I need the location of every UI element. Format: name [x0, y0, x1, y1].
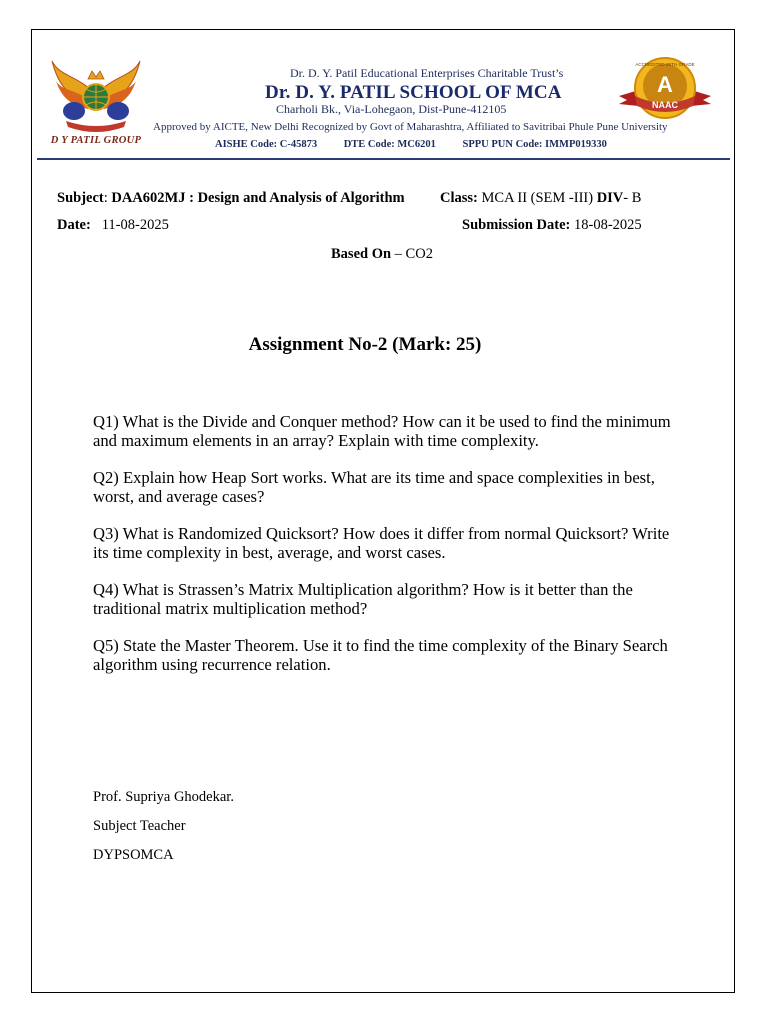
div-label: DIV: [596, 190, 624, 206]
question-list: [93, 412, 683, 692]
naac-ring-text: ACCREDITED WITH GRADE: [635, 62, 695, 67]
school-address: Charholi Bk., Via-Lohegaon, Dist-Pune-412105: [276, 102, 507, 116]
based-value: – CO2: [394, 246, 433, 262]
naac-badge: [617, 54, 713, 126]
naac-label: NAAC: [652, 100, 678, 110]
aishe-code: AISHE Code: C-45873: [215, 139, 318, 150]
school-name: Dr. D. Y. PATIL SCHOOL OF MCA: [265, 82, 562, 103]
question-5: Q5) State the Master Theorem. Use it to find the time complexity of the Binary Search algorithm using recurrence relation.: [93, 636, 668, 674]
class-value: MCA II (SEM -III): [481, 190, 594, 206]
trust-name: Dr. D. Y. Patil Educational Enterprises Charitable Trust’s: [290, 66, 564, 80]
subject-label: Subject: [57, 190, 104, 206]
approval-line: Approved by AICTE, New Delhi Recognized by Govt of Maharashtra, Affiliated to Savitribai Phule Pune University: [153, 121, 668, 133]
sppu-code: SPPU PUN Code: IMMP019330: [462, 139, 607, 150]
question-4: Q4) What is Strassen’s Matrix Multiplication algorithm? How is it better than the traditional matrix multiplication method?: [93, 580, 633, 618]
emblem-icon: [48, 55, 144, 135]
question-2: Q2) Explain how Heap Sort works. What are its time and space complexities in best, worst, and average cases?: [93, 468, 655, 506]
teacher-name: Prof. Supriya Ghodekar.: [93, 789, 234, 805]
naac-grade: A: [657, 72, 673, 97]
class-line: [440, 190, 641, 207]
institution-codes: [215, 139, 635, 150]
dy-patil-group-logo: [46, 55, 146, 150]
based-label: Based On: [331, 246, 392, 262]
question-1: Q1) What is the Divide and Conquer method? How can it be used to find the minimum and maximum elements in an array? Explain with time complexity.: [93, 412, 671, 450]
subject-line: Subject: DAA602MJ : Design and Analysis of Algorithm: [57, 190, 405, 206]
date-label: Date:: [57, 217, 91, 233]
subject-value: DAA602MJ : Design and Analysis of Algorithm: [111, 190, 405, 206]
date-value: 11-08-2025: [101, 217, 169, 233]
header-divider: [37, 158, 730, 160]
institute-name: DYPSOMCA: [93, 847, 174, 863]
submission-label: Submission Date:: [462, 217, 571, 233]
submission-value: 18-08-2025: [574, 217, 642, 233]
div-value: - B: [623, 190, 642, 206]
question-3: Q3) What is Randomized Quicksort? How does it differ from normal Quicksort? Write its time complexity in best, average, and worst cases.: [93, 524, 670, 562]
class-label: Class:: [440, 190, 478, 206]
group-name: D Y PATIL GROUP: [50, 135, 142, 146]
dte-code: DTE Code: MC6201: [343, 139, 436, 150]
naac-badge-icon: [617, 54, 713, 126]
submission-date-line: [462, 217, 642, 234]
date-line: [57, 217, 169, 234]
based-on-line: [331, 246, 433, 263]
teacher-role: Subject Teacher: [93, 818, 186, 834]
assignment-title: Assignment No-2 (Mark: 25): [248, 334, 482, 355]
